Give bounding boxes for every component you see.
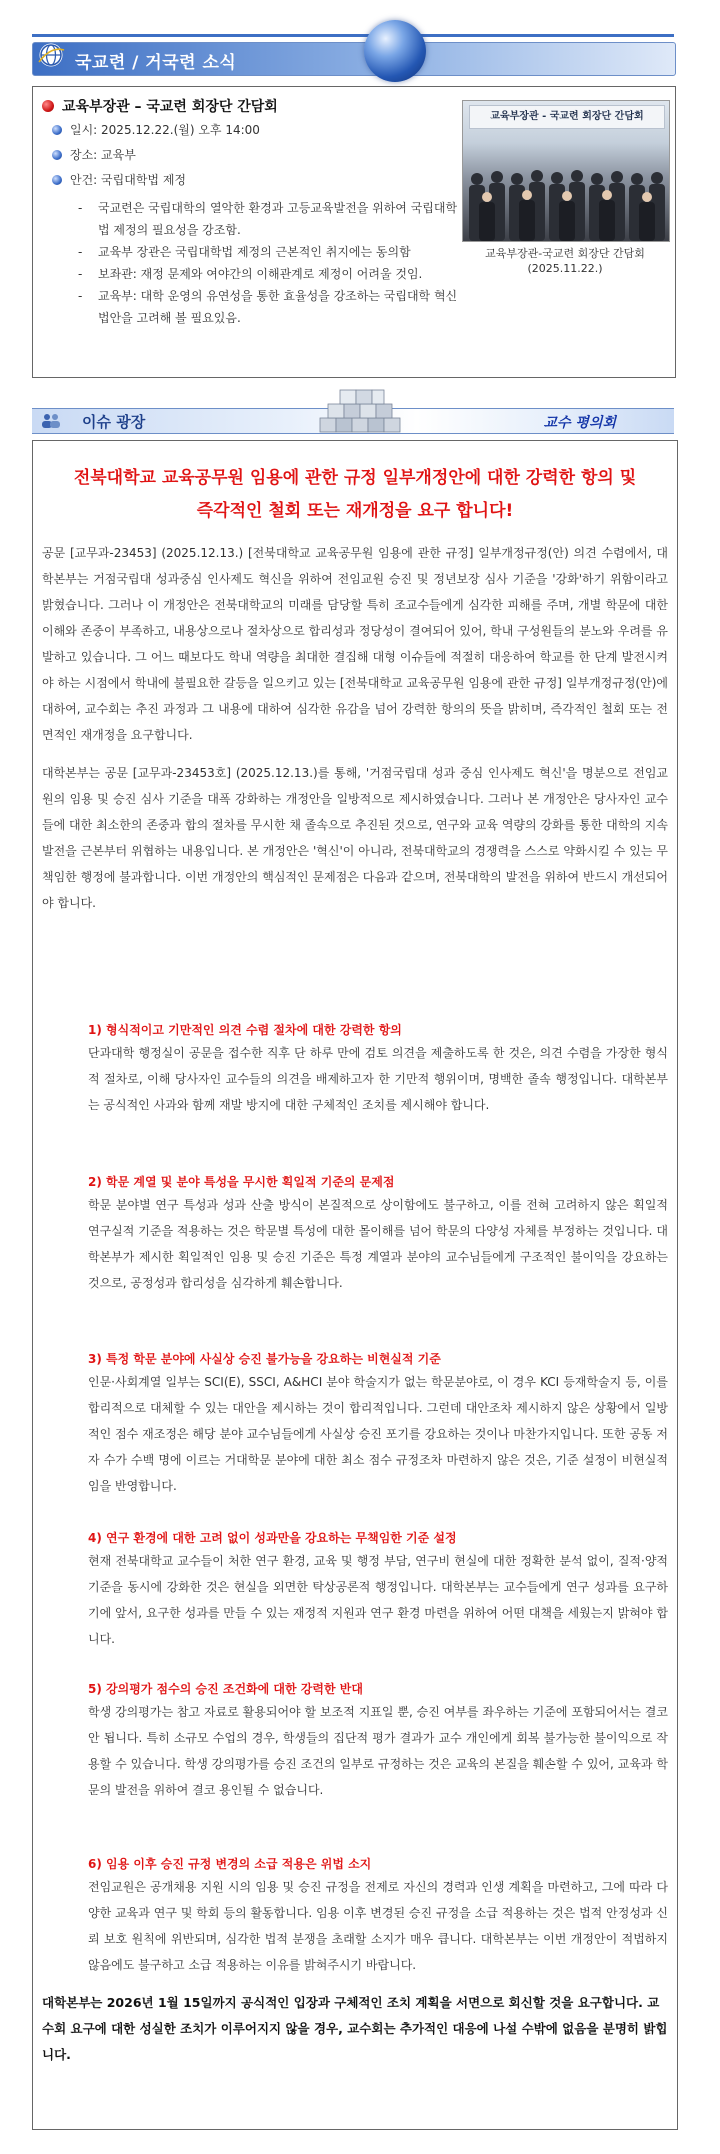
info-agenda (52, 171, 186, 188)
group-people-illustration (463, 157, 669, 241)
issue-item-3-body: 인문·사회계열 일부는 SCI(E), SSCI, A&HCI 분야 학술지가 없는 학문분야로, 이 경우 KCI 등재학술지 등, 이를 합리적으로 대체할 수 있는 대안을 제시하는 것이 합리적입니다. 그런데 대안조차 제시하지 않은 상황에서 일방적인 점수 재조정은 해당 분야 교수님들에게 사실상 승진 포기를 강요하는 것이나 마찬가지입니다. 또한 공동 저자 수가 수백 명에 이르는 거대학문 분야에 대한 최소 점수 규정조차 마련하지 않은 것은, 기준 설정이 비현실적임을 반영합니다. (88, 1375, 668, 1493)
agenda-sub-list (78, 197, 458, 329)
article-paragraph-1: 공문 [교무과-23453] (2025.12.13.) [전북대학교 교육공무원 임용에 관한 규정] 일부개정규정(안) 의견 수렴에서, 대학본부는 거점국립대 성과중심 인사제도 혁신을 위하여 전임교원 승진 및 정년보장 심사 기준을 '강화'하기 위함이라고 밝혔습니다. 그러나 이 개정안은 전북대학교의 미래를 담당할 특히 조교수들에게 심각한 피해를 주며, 개별 학문에 대한 이해와 존중이 부족하고, 내용상으로나 절차상으로 합리성과 정당성이 결여되어 있어, 학내 구성원들의 분노와 우려를 유발하고 있습니다. 그 어느 때보다도 학내 역량을 최대한 결집해 대형 이슈들에 적절히 대응하여 학교를 한 단계 발전시켜야 하는 시점에서 학내에 불필요한 갈등을 일으키고 있는 [전북대학교 교육공무원 임용에 관한 규정] 일부개정규정(안)에 대하여, 교수회는 추진 과정과 그 내용에 대하여 심각한 유감을 넘어 강력한 항의의 뜻을 밝히며, 즉각적인 철회 또는 전면적인 재개정을 요구합니다. (42, 546, 668, 742)
issue-item-6-title: 6) 임용 이후 승진 규정 변경의 소급 적용은 위법 소지 (88, 1857, 372, 1871)
article-headline (44, 462, 666, 528)
info-place (52, 146, 136, 163)
issue-item-6-body: 전임교원은 공개채용 지원 시의 임용 및 승진 규정을 전제로 자신의 경력과 인생 계획을 마련하고, 그에 따라 다양한 교육과 연구 및 학회 등의 활동합니다. 임용 이후 변경된 승진 규정을 소급 적용하는 것은 법적 안정성과 신뢰 보호 원칙에 위반되며, 심각한 법적 분쟁을 초래할 소지가 매우 큽니다. 대학본부는 이번 개정안이 적법하지 않음에도 불구하고 소급 적용하는 이유를 밝혀주시기 바랍니다. (88, 1880, 668, 1972)
news-title: 교육부장관 – 국교련 회장단 간담회 (62, 99, 278, 115)
issue-item-4-title: 4) 연구 환경에 대한 고려 없이 성과만을 강요하는 무책임한 기준 설정 (88, 1531, 457, 1545)
issue-item-5-title: 5) 강의평가 점수의 승진 조건화에 대한 강력한 반대 (88, 1682, 363, 1696)
section2-header-title: 이슈 광장 (82, 413, 146, 431)
info-place-text: 장소: 교육부 (70, 148, 136, 162)
section1-header-title: 국교련 / 거국련 소식 (75, 53, 237, 73)
blue-bullet-icon (52, 150, 62, 160)
list-item: - 교육부 장관은 국립대학법 제정의 근본적인 취지에는 동의함 (78, 241, 458, 263)
info-date (52, 121, 260, 138)
article-headline-line2: 즉각적인 철회 또는 재개정을 요구 합니다! (196, 501, 514, 521)
issue-item-5-body: 학생 강의평가는 참고 자료로 활용되어야 할 보조적 지표일 뿐, 승진 여부를 좌우하는 기준에 포함되어서는 결코 안 됩니다. 특히 소규모 수업의 경우, 학생들의 집단적 평가 결과가 교수 개인에게 회복 불가능한 불이익으로 작용할 수 있습니다. 학생 강의평가를 승진 조건의 일부로 규정하는 것은 교육의 본질을 훼손할 수 있어, 교육과 학문의 발전을 위하여 결코 용인될 수 없습니다. (88, 1705, 668, 1797)
issue-item-2-title: 2) 학문 계열 및 분야 특성을 무시한 획일적 기준의 문제점 (88, 1175, 395, 1189)
list-item: - 교육부: 대학 운영의 유연성을 통한 효율성을 강조하는 국립대학 혁신 법안을 고려해 볼 필요있음. (78, 285, 458, 329)
issue-item-4-body: 현재 전북대학교 교수들이 처한 연구 환경, 교육 및 행정 부담, 연구비 현실에 대한 정확한 분석 없이, 질적·양적 기준을 동시에 강화한 것은 현실을 외면한 탁상공론적 행정입니다. 대학본부는 교수들에게 연구 성과를 요구하기에 앞서, 요구한 성과를 만들 수 있는 재정적 지원과 연구 환경 마련을 위하여 어떤 대책을 세웠는지 밝혀야 합니다. (88, 1554, 668, 1646)
issue-item-1-title: 1) 형식적이고 기만적인 의견 수렴 절차에 대한 강력한 항의 (88, 1023, 402, 1037)
photo-caption (462, 246, 668, 276)
photo-caption-title: 교육부장관-국교련 회장단 간담회 (485, 247, 645, 260)
globe-icon (364, 20, 426, 82)
meeting-photo (462, 100, 670, 242)
cubes-pyramid-icon (312, 384, 416, 436)
info-date-text: 일시: 2025.12.22.(월) 오후 14:00 (70, 123, 260, 137)
red-bullet-icon (42, 100, 54, 112)
issue-item-1-body: 단과대학 행정실이 공문을 접수한 직후 단 하루 만에 검토 의견을 제출하도록 한 것은, 의견 수렴을 가장한 형식적 절차로, 이해 당사자인 교수들의 의견을 배제하고자 한 기만적 행위이며, 명백한 졸속 행정입니다. 대학본부는 공식적인 사과와 함께 재발 방지에 대한 구체적인 조치를 제시해야 합니다. (88, 1046, 668, 1112)
issue-item-3-title: 3) 특정 학문 분야에 사실상 승진 불가능을 강요하는 비현실적 기준 (88, 1352, 441, 1366)
list-item: - 보좌관: 재정 문제와 여야간의 이해관계로 제정이 어려울 것임. (78, 263, 458, 285)
list-item: - 국교련은 국립대학의 열악한 환경과 고등교육발전을 위하여 국립대학법 제정의 필요성을 강조함. (78, 197, 458, 241)
article-paragraph-2: 대학본부는 공문 [교무과-23453호] (2025.12.13.)를 통해, '거점국립대 성과 중심 인사제도 혁신'을 명분으로 전임교원의 임용 및 승진 심사 기준을 대폭 강화하는 개정안을 일방적으로 제시하였습니다. 그러나 본 개정안은 당사자인 교수들에 대한 최소한의 존중과 합의 절차를 무시한 채 졸속으로 추진된 것으로, 연구와 교육 역량의 강화를 통한 대학의 지속 발전을 근본부터 위협하는 내용입니다. 본 개정안은 '혁신'이 아니라, 전북대학교의 경쟁력을 스스로 약화시킬 수 있는 무책임한 행정에 불과합니다. 이번 개정안의 핵심적인 문제점은 다음과 같으며, 전북대학의 발전을 위하여 반드시 개선되어야 합니다. (42, 766, 668, 910)
section1-top-rule (32, 34, 674, 37)
blue-bullet-icon (52, 125, 62, 135)
blue-bullet-icon (52, 175, 62, 185)
info-agenda-text: 안건: 국립대학법 제정 (70, 173, 187, 187)
photo-caption-date: (2025.11.22.) (527, 262, 603, 275)
closing-statement: 대학본부는 2026년 1월 15일까지 공식적인 입장과 구체적인 조치 계획을 서면으로 회신할 것을 요구합니다. 교수회 요구에 대한 성실한 조치가 이루어지지 않을 경우, 교수회는 추가적인 대응에 나설 수밖에 없음을 분명히 밝힙니다. (42, 1995, 668, 2062)
section2-header-author: 교수 평의회 (543, 415, 616, 431)
group-people-icon (40, 411, 62, 429)
section1-header (32, 42, 676, 76)
article-headline-line1: 전북대학교 교육공무원 임용에 관한 규정 일부개정안에 대한 강력한 항의 및 (73, 468, 637, 488)
issue-item-2-body: 학문 분야별 연구 특성과 성과 산출 방식이 본질적으로 상이함에도 불구하고, 이를 전혀 고려하지 않은 획일적 연구실적 기준을 적용하는 것은 학문별 특성에 대한 몰이해를 넘어 학문의 다양성 자체를 부정하는 것입니다. 대학본부가 제시한 획일적인 임용 및 승진 기준은 특정 계열과 분야의 교수님들에게 구조적인 불이익을 강요하는 것으로, 공정성과 합리성을 심각하게 훼손합니다. (88, 1198, 668, 1290)
network-globe-icon (36, 40, 66, 70)
photo-banner: 교육부장관 - 국교련 회장단 간담회 (469, 105, 665, 129)
